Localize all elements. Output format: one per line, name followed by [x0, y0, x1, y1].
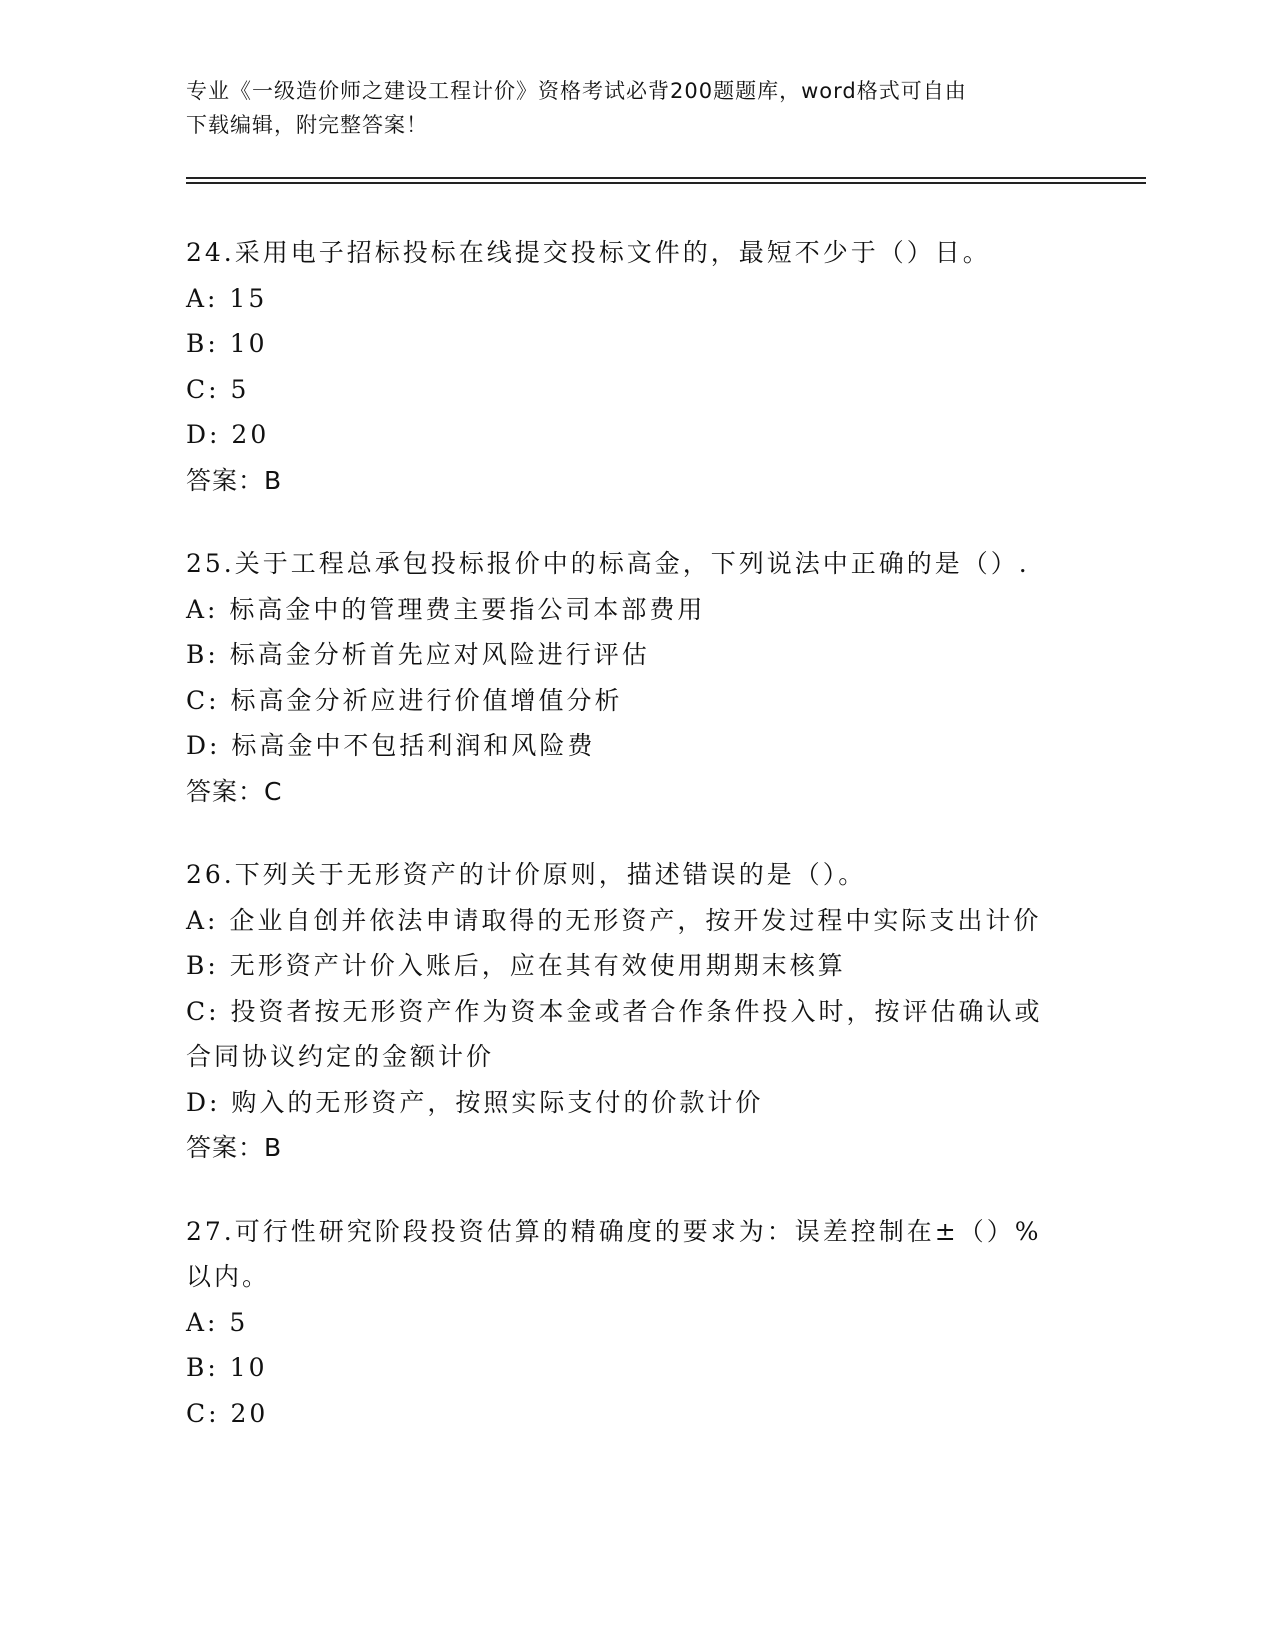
answer-option: A: 标高金中的管理费主要指公司本部费用 — [186, 594, 706, 624]
answer-option: D: 购入的无形资产，按照实际支付的价款计价 — [186, 1087, 764, 1117]
answer-key: 答案：C — [186, 776, 283, 806]
answer-key: 答案：B — [186, 465, 283, 495]
question-list — [186, 230, 1086, 1474]
question-stem: 以内。 — [186, 1262, 271, 1291]
answer-option: C: 投资者按无形资产作为资本金或者合作条件投入时，按评估确认或 — [186, 996, 1043, 1026]
answer-option: B: 10 — [186, 329, 268, 358]
answer-option: B: 无形资产计价入账后，应在其有效使用期期末核算 — [186, 951, 846, 980]
answer-option: D: 20 — [186, 420, 270, 449]
answer-option: A: 15 — [186, 283, 268, 313]
answer-option: A: 企业自创并依法申请取得的无形资产，按开发过程中实际支出计价 — [186, 905, 1042, 935]
answer-option: 合同协议约定的金额计价 — [186, 1042, 495, 1071]
header-line-2: 下载编辑，附完整答案！ — [186, 113, 428, 137]
answer-option: B: 标高金分析首先应对风险进行评估 — [186, 640, 650, 669]
header-divider-bottom — [186, 182, 1146, 184]
header-line-1: 专业《一级造价师之建设工程计价》资格考试必背200题题库，word格式可自由 — [186, 79, 967, 103]
answer-option: B: 10 — [186, 1353, 268, 1382]
question-stem: 25.关于工程总承包投标报价中的标高金，下列说法中正确的是（）. — [186, 549, 1030, 578]
question-block — [186, 1209, 1086, 1437]
question-block — [186, 230, 1086, 503]
answer-option: C: 5 — [186, 374, 250, 404]
question-stem: 27.可行性研究阶段投资估算的精确度的要求为：误差控制在±（）% — [186, 1216, 1042, 1246]
document-header — [186, 74, 1086, 142]
question-stem: 26.下列关于无形资产的计价原则，描述错误的是（）。 — [186, 860, 867, 889]
question-stem: 24.采用电子招标投标在线提交投标文件的，最短不少于（）日。 — [186, 238, 991, 267]
answer-option: A: 5 — [186, 1307, 249, 1337]
question-block — [186, 541, 1086, 814]
header-divider-top — [186, 177, 1146, 179]
answer-option: C: 标高金分祈应进行价值增值分析 — [186, 685, 623, 715]
answer-option: C: 20 — [186, 1398, 269, 1428]
question-block — [186, 852, 1086, 1171]
answer-key: 答案：B — [186, 1133, 283, 1162]
answer-option: D: 标高金中不包括利润和风险费 — [186, 731, 596, 760]
